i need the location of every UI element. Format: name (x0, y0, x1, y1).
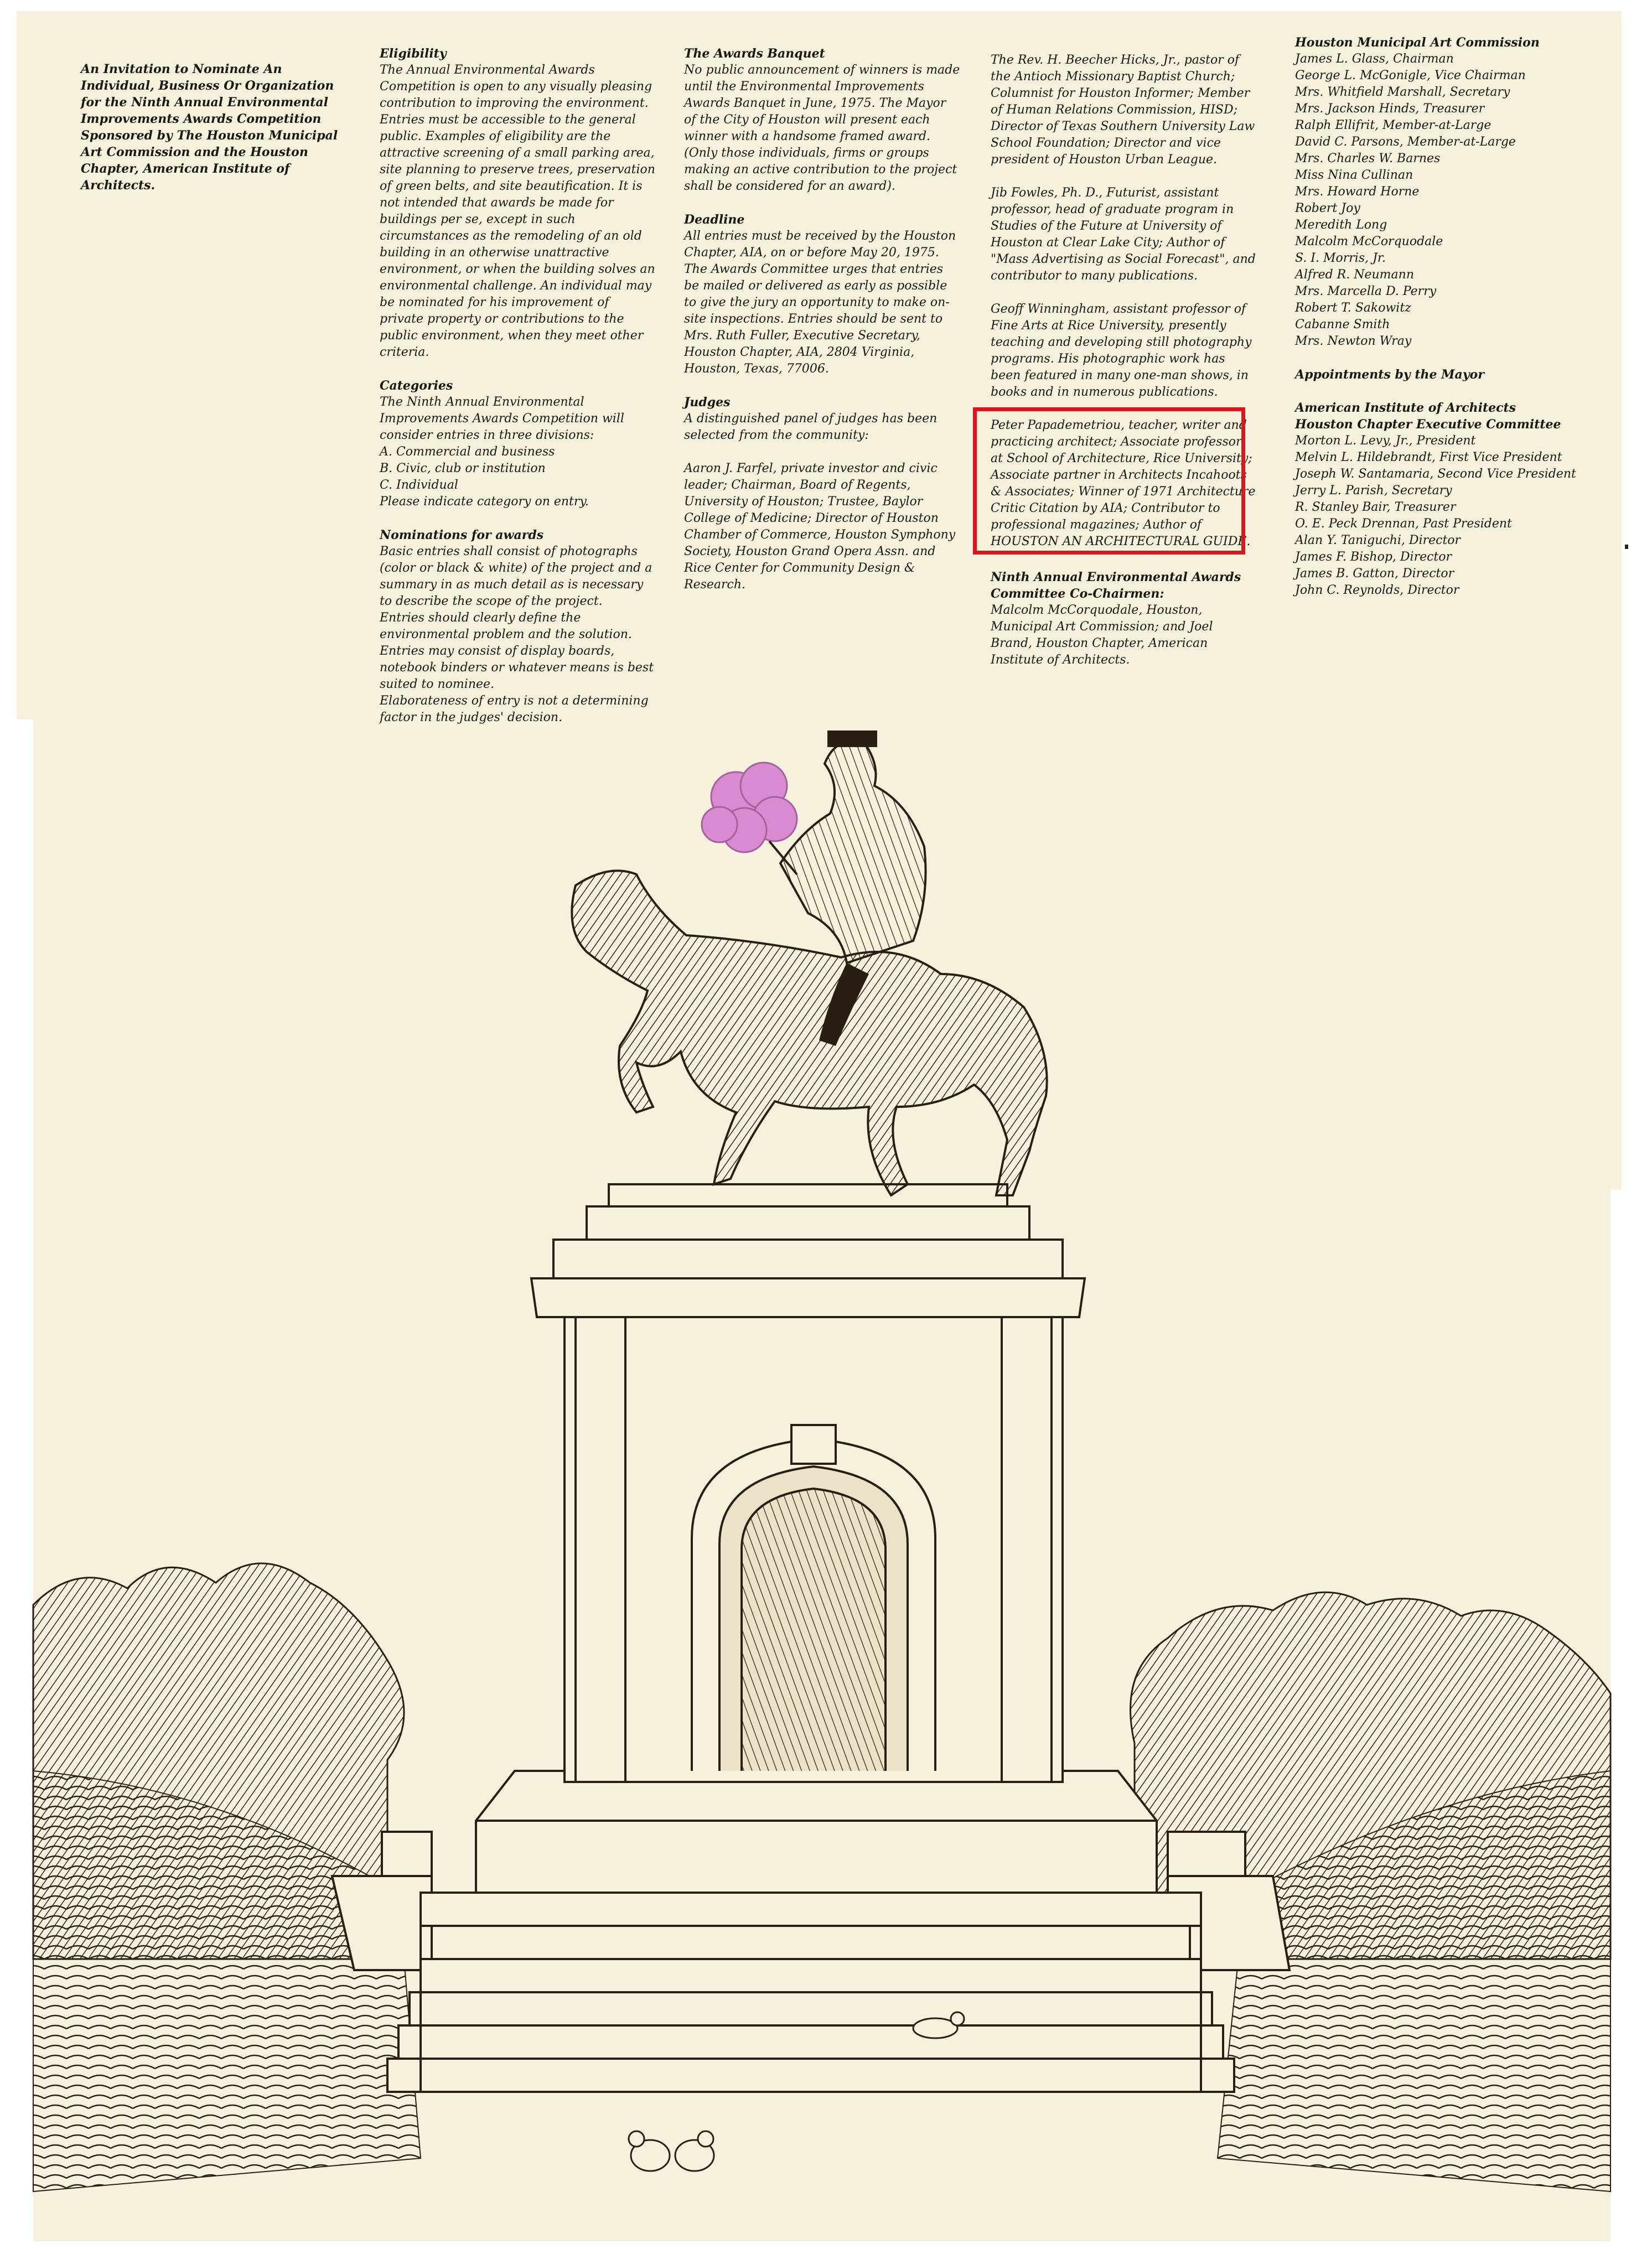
nominations-paragraph: Entries should clearly define the environmental problem and the solution. (380, 611, 632, 641)
column-judges (991, 52, 1256, 685)
art-commission-member: Robert Joy (1295, 201, 1360, 215)
column-eligibility (380, 45, 656, 743)
nominations-paragraph: Entries may consist of display boards, notebook binders or whatever means is best suited to nominee. (380, 644, 654, 691)
aia-member: O. E. Peck Drennan, Past President (1295, 517, 1512, 531)
category-note: Please indicate category on entry. (380, 495, 589, 509)
column-committees (1295, 34, 1605, 615)
monument-base (476, 1771, 1157, 1893)
cochairmen-heading: Ninth Annual Environmental Awards Committee Co-Chairmen: (991, 570, 1241, 601)
art-commission-member: Ralph Ellifrit, Member-at-Large (1295, 118, 1492, 132)
invitation-text: An Invitation to Nominate An Individual, Business Or Organization for the Ninth Annual Environmental Improvements Awards Competition Sponsored by The Houston Municipal Art Commission and the Houston Chapter, American Institute of Architects. (81, 62, 338, 193)
aia-member: Joseph W. Santamaria, Second Vice President (1295, 467, 1576, 481)
highlight-box (973, 407, 1245, 555)
categories-heading: Categories (380, 379, 453, 393)
nominations-paragraph: Elaborateness of entry is not a determining factor in the judges' decision. (380, 694, 649, 724)
aia-member: Melvin L. Hildebrandt, First Vice President (1295, 450, 1562, 464)
aia-member: Alan Y. Taniguchi, Director (1295, 533, 1461, 547)
category-item-c: C. Individual (380, 478, 458, 492)
monument-arch (565, 1317, 1063, 1782)
art-commission-member: James L. Glass, Chairman (1295, 52, 1454, 66)
art-commission-member: David C. Parsons, Member-at-Large (1295, 135, 1516, 149)
art-commission-member: Cabanne Smith (1295, 318, 1390, 331)
judges-body: A distinguished panel of judges has been selected from the community: (684, 412, 938, 442)
invitation-intro (81, 61, 341, 194)
column-banquet (684, 45, 961, 610)
banquet-body: No public announcement of winners is made until the Environmental Improvements Awards Banquet in June, 1975. The Mayor of the City of Houston will present each winner with a handsome framed award. (Only those individuals, firms or groups making an active contribution to the project shall be considered for an award). (684, 63, 960, 193)
art-commission-member: S. I. Morris, Jr. (1295, 251, 1386, 265)
art-commission-member: Meredith Long (1295, 218, 1387, 232)
horse-and-rider (572, 730, 1047, 1195)
banquet-heading: The Awards Banquet (684, 46, 825, 61)
deadline-body: All entries must be received by the Houston Chapter, AIA, on or before May 20, 1975. The Awards Committee urges that entries be mailed or delivered as early as possible to give the jury an opportunity to make on-site inspections. Entries should be sent to Mrs. Ruth Fuller, Executive Secretary, Houston Chapter, AIA, 2804 Virginia, Houston, Texas, 77006. (684, 229, 956, 376)
aia-subheading: Houston Chapter Executive Committee (1295, 417, 1561, 432)
ink-dot (1625, 545, 1628, 549)
art-commission-heading: Houston Municipal Art Commission (1295, 35, 1540, 50)
categories-body: The Ninth Annual Environmental Improvements Awards Competition will consider entries in three divisions: (380, 395, 624, 442)
eligibility-body: The Annual Environmental Awards Competition is open to any visually pleasing contribution to improving the environment. Entries must be accessible to the general public. Examples of eligibility are the attractive screening of a small parking area, site planning to preserve trees, preservation of green belts, and site beautification. It is not intended that awards be made for buildings per se, except in such circumstances as the remodeling of an old building in an otherwise unattractive environment, or when the building solves an environmental challenge. An individual may be nominated for his improvement of private property or contributions to the public environment, when they meet other criteria. (380, 63, 655, 359)
judge-farfel: Aaron J. Farfel, private investor and civic leader; Chairman, Board of Regents, University of Houston; Trustee, Baylor College of Medicine; Director of Houston Chamber of Commerce, Houston Symphony Society, Houston Grand Opera Assn. and Rice Center for Community Design & Research. (684, 462, 956, 592)
category-item-a: A. Commercial and business (380, 445, 555, 459)
art-commission-member: Mrs. Jackson Hinds, Treasurer (1295, 102, 1485, 116)
art-commission-member: Miss Nina Cullinan (1295, 168, 1413, 182)
deadline-heading: Deadline (684, 213, 745, 227)
judge-fowles: Jib Fowles, Ph. D., Futurist, assistant professor, head of graduate program in Studies of the Future at University of Houston at Clear Lake City; Author of "Mass Advertising as Social Forecast", and contributor to many publications. (991, 186, 1256, 283)
art-commission-member: Mrs. Marcella D. Perry (1295, 284, 1437, 298)
art-commission-member: Mrs. Whitfield Marshall, Secretary (1295, 85, 1510, 99)
judge-papademetriou: Peter Papademetriou, teacher, writer and practicing architect; Associate professor at School of Architecture, Rice University; Associate partner in Architects Incahoots & Associates; Winner of 1971 Architecture Critic Citation by AIA; Contributor to professional magazines; Author of HOUSTON AN ARCHITECTURAL GUIDE. (991, 418, 1256, 548)
aia-member: James B. Gatton, Director (1295, 567, 1454, 581)
cochairmen-body: Malcolm McCorquodale, Houston, Municipal Art Commission; and Joel Brand, Houston Chapter, American Institute of Architects. (991, 603, 1213, 667)
art-commission-member: Mrs. Howard Horne (1295, 185, 1420, 199)
flower-bouquet (702, 763, 797, 874)
aia-member: Jerry L. Parish, Secretary (1295, 484, 1452, 498)
pigeons-foreground (629, 2131, 714, 2171)
nominations-paragraph: Basic entries shall consist of photographs (color or black & white) of the project and a summary in as much detail as is necessary to describe the scope of the project. (380, 545, 652, 608)
monument-steps (387, 1893, 1234, 2092)
aia-member: James F. Bishop, Director (1295, 550, 1452, 564)
judges-heading: Judges (684, 395, 731, 410)
monument-cornice (531, 1184, 1085, 1317)
art-commission-member: Malcolm McCorquodale (1295, 235, 1443, 248)
art-commission-member: Mrs. Newton Wray (1295, 334, 1412, 348)
art-commission-member: Robert T. Sakowitz (1295, 301, 1411, 315)
aia-member: R. Stanley Bair, Treasurer (1295, 500, 1456, 514)
art-commission-member: George L. McGonigle, Vice Chairman (1295, 69, 1526, 82)
eligibility-heading: Eligibility (380, 46, 447, 61)
category-item-b: B. Civic, club or institution (380, 462, 546, 475)
judge-hicks: The Rev. H. Beecher Hicks, Jr., pastor of the Antioch Missionary Baptist Church; Columnist for Houston Informer; Member of Human Relations Commission, HISD; Director of Texas Southern University Law School Foundation; Director and vice president of Houston Urban League. (991, 53, 1255, 167)
art-commission-member: Mrs. Charles W. Barnes (1295, 152, 1441, 165)
art-commission-member: Alfred R. Neumann (1295, 268, 1414, 282)
aia-member: John C. Reynolds, Director (1295, 583, 1459, 597)
aia-member: Morton L. Levy, Jr., President (1295, 434, 1476, 448)
aia-heading: American Institute of Architects (1295, 401, 1516, 415)
nominations-heading: Nominations for awards (380, 528, 544, 542)
judge-winningham: Geoff Winningham, assistant professor of Fine Arts at Rice University, presently teaching and developing still photography programs. His photographic work has been featured in many one-man shows, in books and in numerous publications. (991, 302, 1252, 399)
appointments-note: Appointments by the Mayor (1295, 367, 1484, 382)
